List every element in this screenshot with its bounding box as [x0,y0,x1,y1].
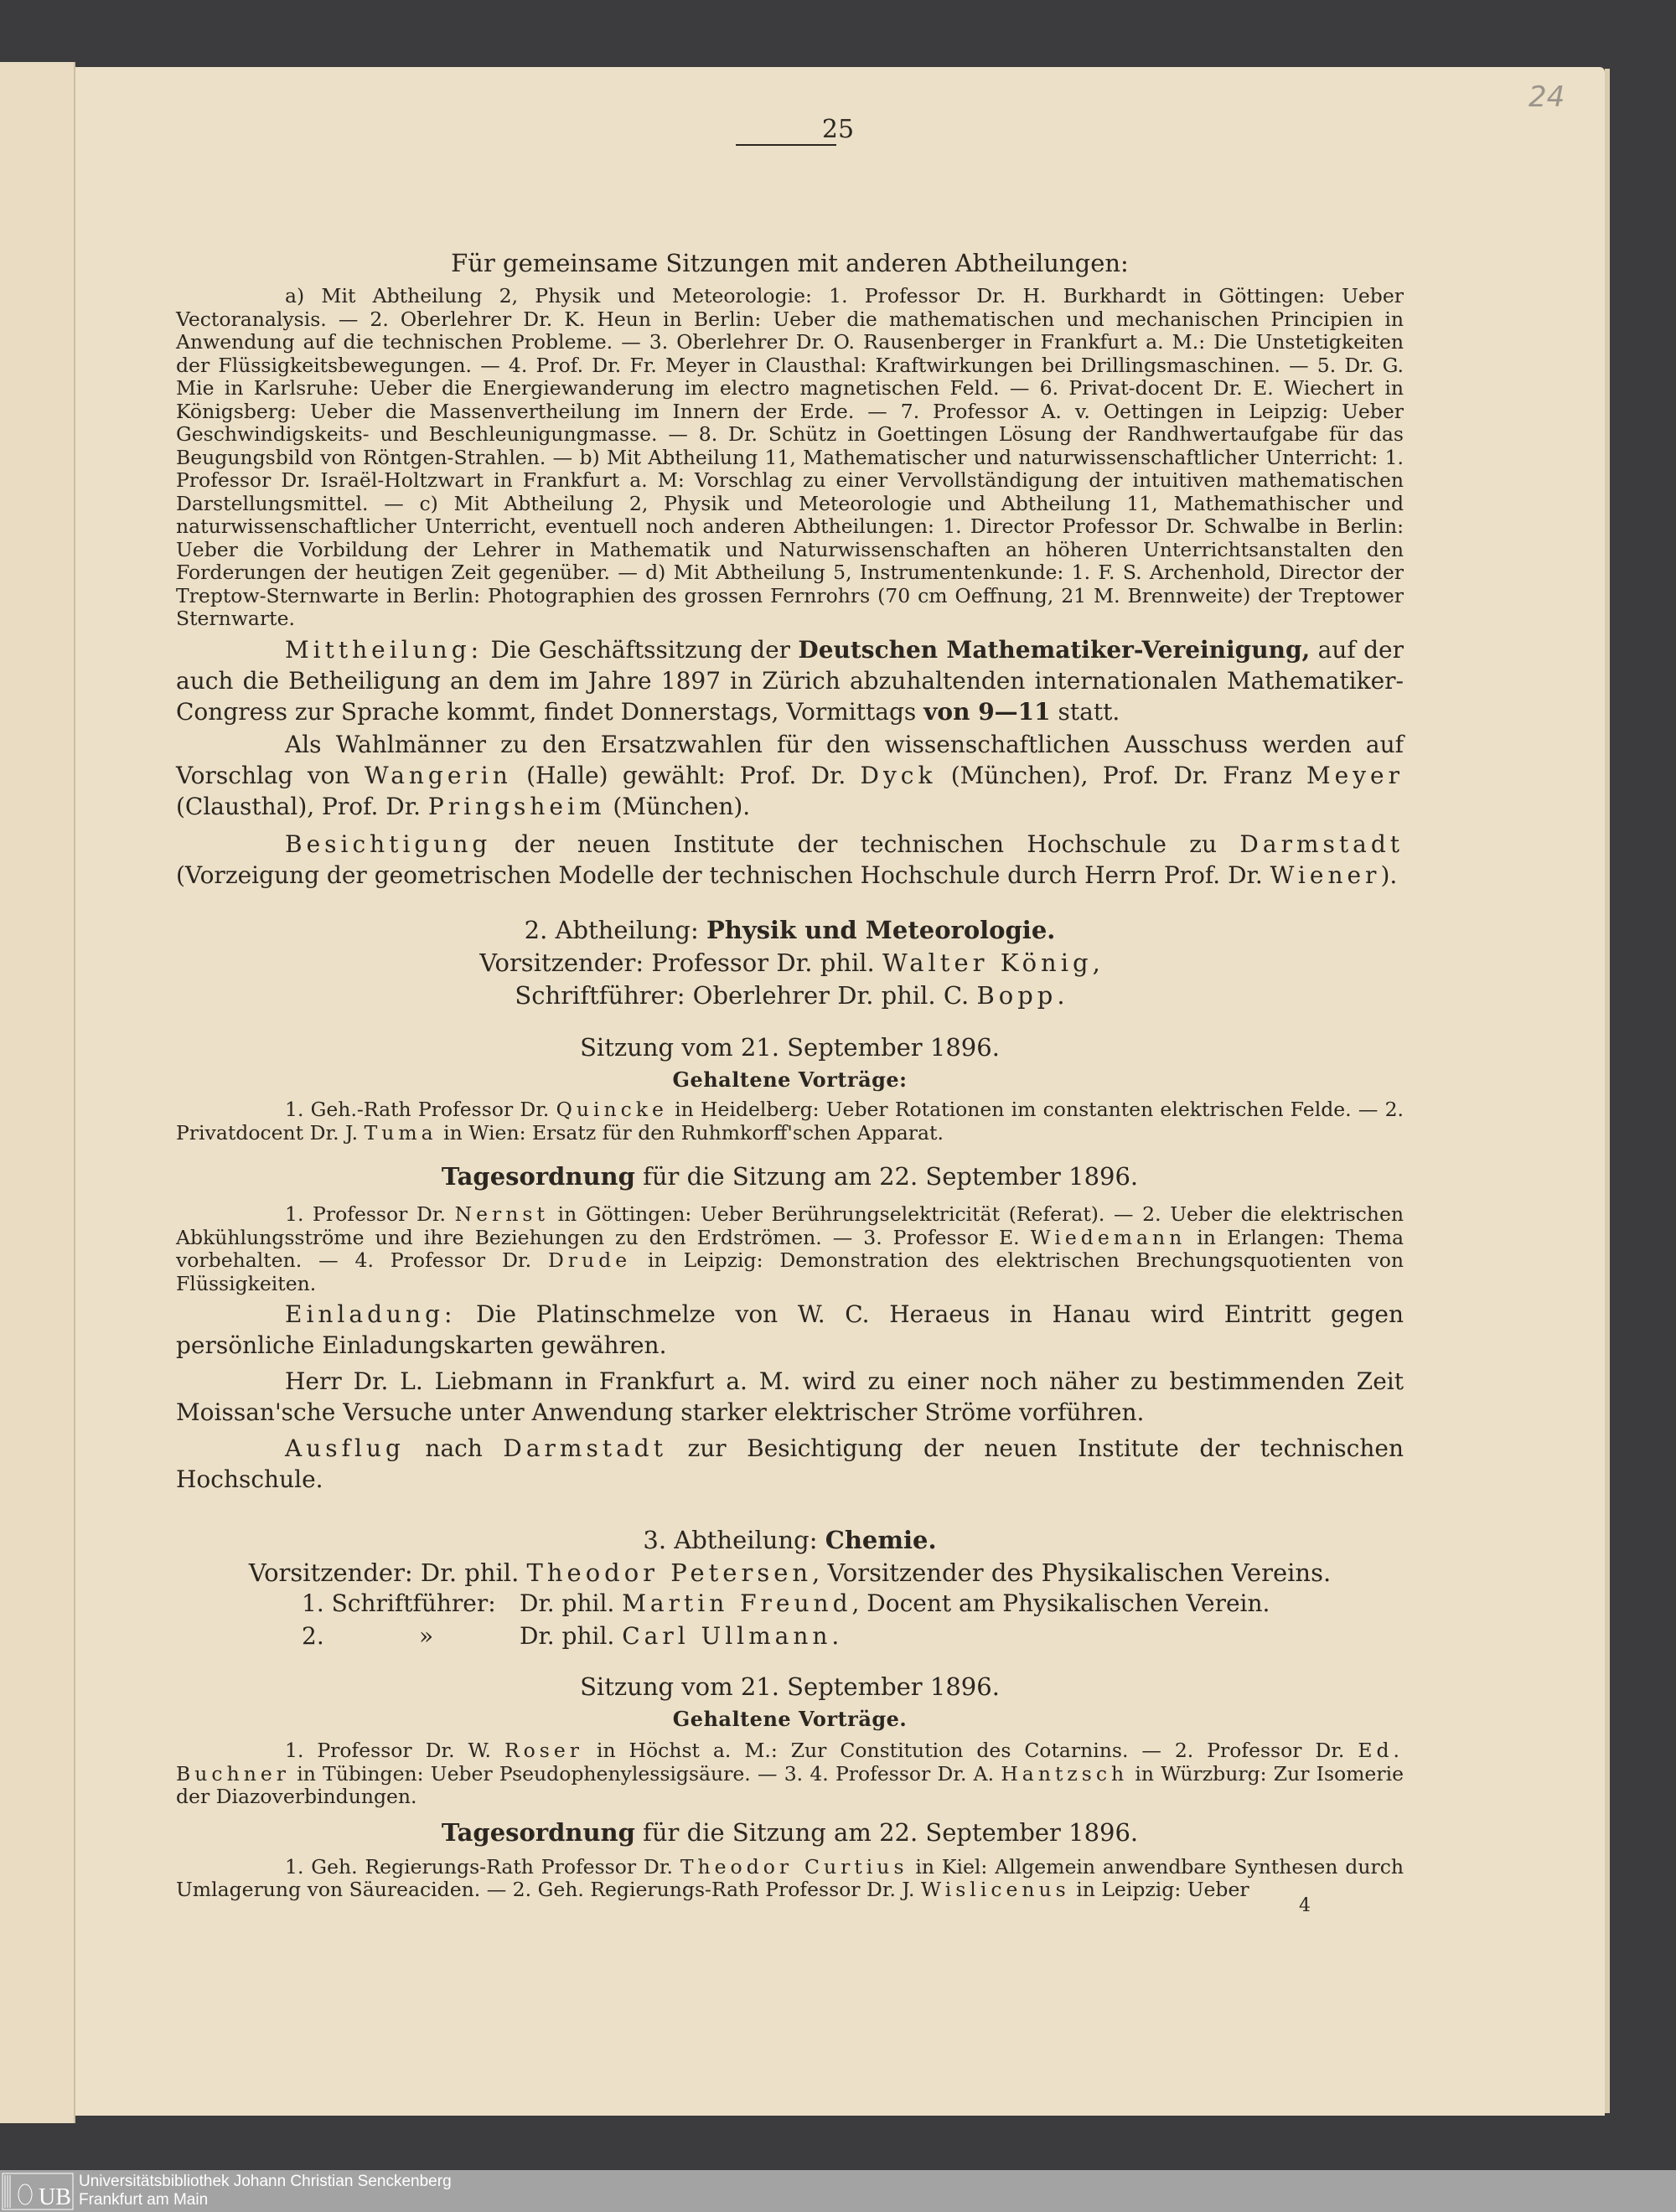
text: in Kiel: Allgemein anwendbare Synthesen durch Umlagerung von Säureaciden. — 2. Geh. Regierungs-Rath Professor Dr. J. [176,1854,1404,1901]
mittheilung-org: Deutschen Mathematiker-Vereinigung, [798,635,1311,664]
schriftfuehrer-2 [520,1620,839,1652]
text: 1. Geh. Regierungs-Rath Professor Dr. [285,1854,680,1879]
physik-sitzung-date: Sitzung vom 21. September 1896. [580,1033,1000,1062]
text: in Erlangen: Thema vorbehalten. — 4. Professor Dr. [176,1225,1404,1272]
text: in Höchst a. M.: Zur Constitution des Cotarnins. — 2. Professor Dr. [583,1739,1358,1762]
text: Schriftführer: Oberlehrer Dr. phil. C. [515,981,977,1010]
heading-title: Chemie. [825,1526,937,1554]
place-name: Darmstadt [1239,830,1404,858]
text: (Clausthal), Prof. Dr. [176,792,428,820]
text: in Leipzig: Ueber [1069,1878,1249,1901]
tagesordnung-label: Tagesordnung [441,1817,635,1847]
einladung-label: Einladung: [285,1300,457,1328]
person-name: Wiener [1270,861,1381,889]
physik-vorsitzender [176,948,1404,978]
text: zur Besichtigung der neuen Institute der technischen Hochschule. [176,1434,1404,1493]
signature-number: 4 [1299,1895,1311,1916]
library-logo-icon [2,2173,74,2210]
handwritten-page-mark: 24 [1529,80,1565,114]
text: für die Sitzung am 22. September 1896. [634,1162,1139,1191]
text: . [831,1622,840,1650]
person-name: Wangerin [364,761,512,789]
text: Dr. phil. [520,1589,623,1617]
person-name: Martin Freund [622,1589,852,1617]
text: in Tübingen: Ueber Pseudophenylessigsäure. — 3. 4. Professor Dr. A. [289,1761,1001,1786]
wahlmaenner-paragraph [176,729,1404,822]
text: , [1092,948,1100,977]
text: nach [404,1434,504,1462]
person-name: Drude [547,1248,632,1272]
text: , Docent am Physikalischen Verein. [851,1589,1270,1617]
text: (Vorzeigung der geometrischen Modelle der technischen Hochschule durch Herrn Prof. Dr. [176,861,1270,889]
text: in Leipzig: Demonstration des elektrischen Brechungsquotienten von Flüssigkeiten. [176,1248,1404,1295]
physik-heading [176,915,1404,945]
text: für die Sitzung am 22. September 1896. [634,1817,1139,1847]
page-edge [1605,69,1610,2113]
person-name: Dyck [860,761,937,789]
mittheilung-text: auf der auch die Betheiligung an dem im Jahre 1897 in Zürich abzuhaltenden internationalen Mathematiker-Congress zur Sprache kommt, findet Donnerstags, Vormittags [176,635,1404,726]
physik-vortraege [176,1098,1404,1145]
chemie-tagesordnung-heading [176,1817,1404,1848]
mittheilung-time: von 9—11 [923,697,1051,726]
page-number-rule [736,144,836,146]
person-name: Bopp [976,981,1058,1010]
heading-title: Physik und Meteorologie. [706,916,1056,944]
text: (München), Prof. Dr. Franz [936,761,1306,789]
text: (Halle) gewählt: Prof. Dr. [511,761,861,789]
mittheilung-label: Mittheilung: [285,635,484,664]
heading-prefix: 3. Abtheilung: [643,1526,825,1554]
joint-sessions-heading: Für gemeinsame Sitzungen mit anderen Abtheilungen: [451,249,1129,277]
schriftfuehrer-1 [520,1588,1270,1620]
chemie-schriftfuehrer-list [176,1588,1404,1653]
schriftfuehrer-label: 1. Schriftführer: [302,1589,496,1617]
mittheilung-text: statt. [1050,697,1120,726]
physik-tagesordnung-heading [176,1161,1404,1191]
person-name: Ed. Buchner [176,1739,1404,1786]
person-name: Quincke [556,1098,668,1121]
library-name [79,2173,452,2209]
joint-sessions-paragraph: a) Mit Abtheilung 2, Physik und Meteorologie: 1. Professor Dr. H. Burkhardt in Göttingen: Ueber Vectoranalysis. — 2. Oberlehrer Dr. K. Heun in Berlin: Ueber die mathematischen und mechanischen Principien in Anwendung auf die technischen Probleme. — 3. Oberlehrer Dr. O. Rausenberger in Frankfurt a. M.: Die Unstetigkeiten der Flüssigkeitsbewegungen. — 4. Prof. Dr. Fr. Meyer in Clausthal: Kraftwirkungen bei Drillingsmaschinen. — 5. Dr. G. Mie in Karlsruhe: Ueber die Energiewanderung im electro magnetischen Feld. — 6. Privat-docent Dr. E. Wiechert in Königsberg: Ueber die Massenvertheilung im Innern der Erde. — 7. Professor A. v. Oettingen in Leipzig: Ueber Geschwindigskeits- und Beschleunigungmasse. — 8. Dr. Schütz in Goettingen Lösung der Randhwertaufgabe für das Beugungsbild von Röntgen-Strahlen. — b) Mit Abtheilung 11, Mathematischer und naturwissenschaftlicher Unterricht: 1. Professor Dr. Israël-Holtzwart in Frankfurt a. M: Vorschlag zu einer Vervollständigung der intuitiven mathematischen Darstellungsmittel. — c) Mit Abtheilung 2, Physik und Meteorologie und Abtheilung 11, Mathemathischer und naturwissenschaftlicher Unterricht, eventuell noch anderen Abtheilungen: 1. Director Professor Dr. Schwalbe in Berlin: Ueber die Vorbildung der Lehrer in Mathematik und Naturwissenschaften an höheren Unterrichtsanstalten den Forderungen der heutigen Zeit gegenüber. — d) Mit Abtheilung 5, Instrumentenkunde: 1. F. S. Archenhold, Director der Treptow-Sternwarte in Berlin: Photographien des grossen Fernrohrs (70 cm Oeffnung, 21 M. Brennweite) der Treptower Sternwarte. [176,284,1404,630]
person-name: Nernst [454,1202,549,1226]
einladung-paragraph [176,1299,1404,1361]
mittheilung-paragraph [176,634,1404,727]
text: 1. Professor Dr. W. [285,1739,504,1762]
library-name-line1: Universitätsbibliothek Johann Christian Senckenberg [79,2173,452,2190]
logo-text: UB [39,2184,71,2210]
chemie-vortraege-heading: Gehaltene Vorträge. [672,1707,908,1731]
heading-prefix: 2. Abtheilung: [524,916,706,944]
text: Vorsitzender: Professor Dr. phil. [479,948,882,977]
text: der neuen Institute der technischen Hochschule zu [491,830,1240,858]
text: in Heidelberg: Ueber Rotationen im constanten elektrischen Felde. — 2. Privatdocent Dr. J. [176,1098,1404,1145]
text: Die Platinschmelze von W. C. Heraeus in Hanau wird Eintritt gegen persönliche Einladungskarten gewähren. [176,1300,1404,1359]
chemie-sitzung-date: Sitzung vom 21. September 1896. [580,1672,1000,1701]
person-name: Wiedemann [1030,1225,1187,1249]
section-chemie [176,1525,1404,1902]
tagesordnung-label: Tagesordnung [441,1162,635,1191]
text: ). [1380,861,1398,889]
text: in Wien: Ersatz für den Ruhmkorff'schen Apparat. [437,1120,944,1145]
schriftfuehrer-label: 2. [302,1622,324,1650]
person-name: Roser [504,1739,583,1762]
person-name: Tuma [364,1120,437,1145]
text: 1. Geh.-Rath Professor Dr. [285,1098,556,1121]
physik-vortraege-heading: Gehaltene Vorträge: [672,1067,908,1092]
text: , Vorsitzender des Physikalischen Vereins. [812,1558,1332,1587]
ditto-mark: » [419,1622,434,1650]
person-name: Carl Ullmann [622,1622,832,1650]
besichtigung-paragraph [176,829,1404,891]
physik-schriftfuehrer [176,980,1404,1010]
place-name: Darmstadt [503,1434,667,1462]
ausflug-paragraph [176,1433,1404,1495]
text: Dr. phil. [520,1622,623,1650]
person-name: Walter König [882,948,1093,977]
text: . [1057,981,1065,1010]
page-number: 25 [821,115,855,144]
chemie-vorsitzender [176,1558,1404,1588]
text: (München). [605,792,751,820]
text: Als Wahlmänner zu den Ersatzwahlen für den wissenschaftlichen Ausschuss werden auf Vorschlag von [176,730,1404,789]
liebmann-paragraph: Herr Dr. L. Liebmann in Frankfurt a. M. wird zu einer noch näher zu bestimmenden Zeit Moissan'sche Versuche unter Anwendung starker elektrischer Ströme vorführen. [176,1367,1404,1426]
underlying-page-edge [0,62,75,2123]
person-name: Meyer [1306,761,1404,789]
chemie-tagesordnung [176,1856,1404,1902]
besichtigung-label: Besichtigung [285,830,492,858]
section-joint-sessions [176,248,1404,891]
person-name: Pringsheim [427,792,606,820]
physik-tagesordnung [176,1203,1404,1295]
text: in Göttingen: Ueber Berührungselektricität (Referat). — 2. Ueber die elektrischen Abkühlungsströme und ihre Beziehungen zu den Erdströmen. — 3. Professor E. [176,1202,1404,1249]
text: 1. Professor Dr. [285,1202,455,1226]
text: in Würzburg: Zur Isomerie der Diazoverbindungen. [176,1761,1404,1808]
text: Vorsitzender: Dr. phil. [248,1558,527,1587]
person-name: Theodor Curtius [680,1854,908,1879]
section-physik [176,915,1404,1495]
chemie-vortraege [176,1739,1404,1809]
mittheilung-text: Die Geschäftssitzung der [483,635,799,664]
person-name: Hantzsch [1001,1761,1129,1786]
chemie-heading [176,1525,1404,1555]
person-name: Wislicenus [920,1878,1070,1901]
person-name: Theodor Petersen [526,1558,813,1587]
ausflug-label: Ausflug [285,1434,405,1462]
library-name-line2: Frankfurt am Main [79,2191,209,2209]
